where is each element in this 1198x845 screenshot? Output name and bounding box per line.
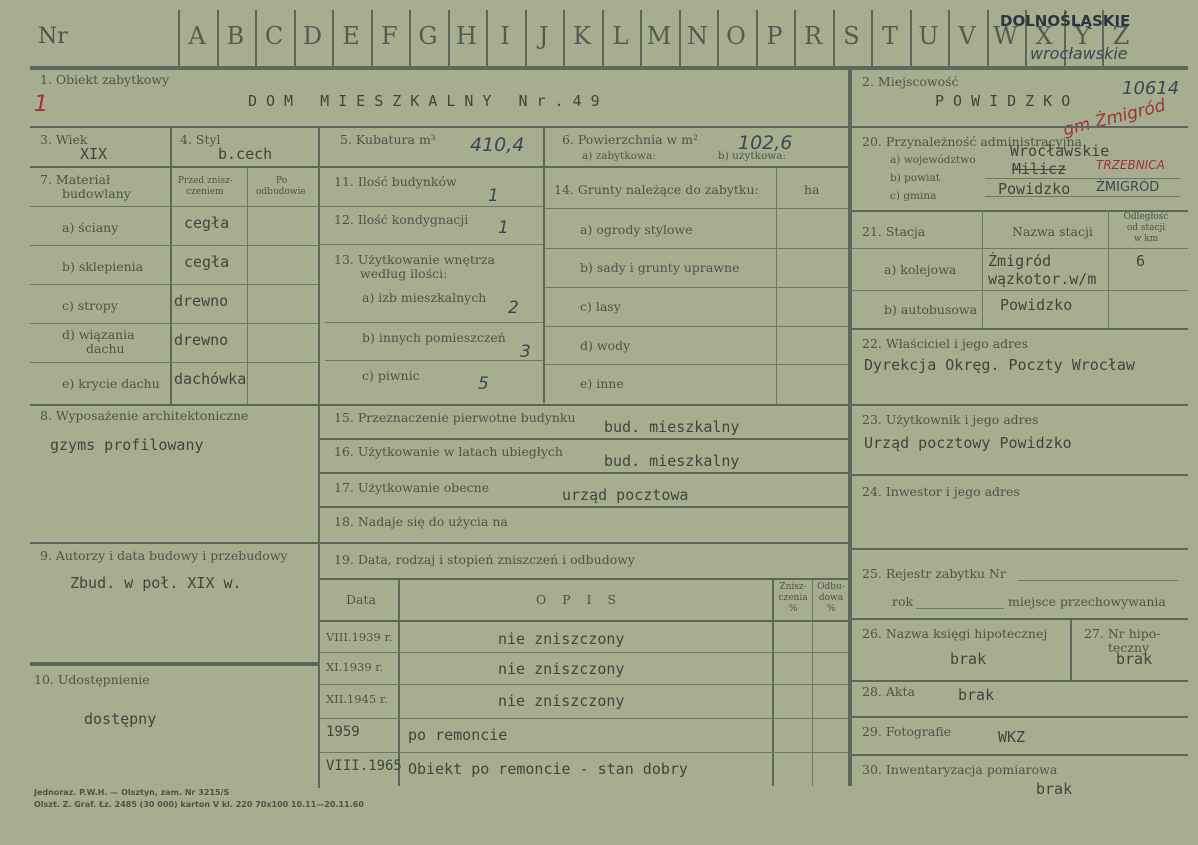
f19-col-zn-3: % [788, 604, 798, 614]
f20-b-value: Milicz [1012, 160, 1067, 178]
f15-value: bud. mieszkalny [604, 418, 740, 436]
f4-label: 4. Styl [180, 132, 221, 147]
f21-b-value: Powidzko [1000, 296, 1073, 314]
f19-col-od-3: % [826, 604, 836, 614]
f7-row-value: cegła [184, 253, 230, 271]
f12-label: 12. Ilość kondygnacji [334, 212, 469, 227]
f20-a: a) województwo [890, 154, 976, 166]
f13-a: a) izb mieszkalnych [362, 290, 487, 305]
letter-a: A [188, 22, 206, 50]
f27-label-2: teczny [1108, 640, 1150, 655]
f28-label: 28. Akta [862, 684, 915, 699]
f30-label: 30. Inwentaryzacja pomiarowa [862, 762, 1058, 777]
f9-value: Zbud. w poł. XIX w. [70, 574, 242, 592]
f7-row-label: d) wiązania [62, 327, 135, 342]
region-handwritten: wrocławskie [1030, 44, 1128, 63]
f10-label: 10. Udostępnienie [34, 672, 150, 687]
letter-s: S [843, 22, 860, 50]
f13-label-2: według ilości: [360, 266, 448, 281]
f7-row-label: c) stropy [62, 298, 118, 313]
f20-label: 20. Przynależność administracyjna [862, 134, 1082, 149]
letter-f: F [381, 22, 398, 50]
f21-label: 21. Stacja [862, 224, 926, 239]
f6-a: a) zabytkowa: [582, 150, 656, 162]
letter-z: Z [1112, 22, 1130, 50]
f14-row-label: e) inne [580, 376, 624, 391]
f19-row-date: VIII.1965 [326, 758, 402, 774]
f6-value: 102,6 [738, 132, 793, 154]
f19-row-date: 1959 [326, 724, 360, 740]
f20-b: b) powiat [890, 172, 941, 184]
f19-row-date: XI.1939 r. [326, 660, 384, 674]
f19-row-opis: nie zniszczony [498, 660, 625, 678]
f13-b-value: 3 [520, 342, 531, 362]
f7-row-value: drewno [174, 292, 229, 310]
f22-label: 22. Właściciel i jego adres [862, 336, 1028, 351]
f26-value: brak [950, 650, 987, 668]
f5-value: 410,4 [470, 134, 525, 156]
f17-value: urząd pocztowa [562, 486, 689, 504]
f7-row-value: dachówka [174, 370, 247, 388]
f3-label: 3. Wiek [40, 132, 88, 147]
f21-a: a) kolejowa [884, 262, 957, 277]
f2-value: POWIDZKO [935, 92, 1080, 110]
f26-label: 26. Nazwa księgi hipotecznej [862, 626, 1048, 641]
f20-c-value: Powidzko [998, 180, 1071, 198]
letter-w: W [993, 22, 1018, 50]
f21-col-dist-2: od stacji [1126, 223, 1166, 233]
nr-label: Nr [38, 24, 68, 49]
f2-label: 2. Miejscowość [862, 74, 959, 89]
letter-g: G [418, 22, 438, 50]
f25-label: 25. Rejestr zabytku Nr [862, 566, 1006, 581]
f13-label-1: 13. Użytkowanie wnętrza [334, 252, 495, 267]
f22-value: Dyrekcja Okręg. Poczty Wrocław [864, 356, 1135, 374]
f2-handwritten: gm Żmigród [1061, 95, 1168, 141]
f21-col-name: Nazwa stacji [1012, 224, 1093, 239]
letter-d: D [302, 22, 323, 50]
f21-a-distance: 6 [1136, 252, 1146, 270]
f29-label: 29. Fotografie [862, 724, 952, 739]
letter-u: U [918, 22, 939, 50]
f16-label: 16. Użytkowanie w latach ubiegłych [334, 444, 563, 459]
f7-row-label: a) ściany [62, 220, 119, 235]
f16-value: bud. mieszkalny [604, 452, 740, 470]
f1-mark: 1 [34, 92, 48, 117]
letter-k: K [573, 22, 591, 50]
letter-r: R [803, 22, 823, 50]
f14-unit: ha [804, 182, 820, 197]
f7-label-2: budowlany [62, 186, 131, 201]
f30-value: brak [1036, 780, 1073, 798]
f19-col-od-1: Odbu- [817, 582, 845, 592]
f19-col-date: Data [346, 592, 376, 607]
f19-row-opis: po remoncie [408, 726, 508, 744]
letter-b: B [226, 22, 245, 50]
f9-label: 9. Autorzy i data budowy i przebudowy [40, 548, 288, 563]
f25-rok: rok [892, 594, 914, 609]
f1-value: DOM MIESZKALNY Nr.49 [248, 92, 609, 110]
f25-miejsce: miejsce przechowywania [1008, 594, 1166, 609]
f20-a-value: Wrocławskie [1010, 142, 1110, 160]
letter-i: I [500, 22, 510, 50]
f17-label: 17. Użytkowanie obecne [334, 480, 490, 495]
f10-value: dostępny [84, 710, 157, 728]
f19-row-opis: nie zniszczony [498, 630, 625, 648]
letter-j: J [538, 22, 549, 50]
f7-row-label: b) sklepienia [62, 259, 144, 274]
f7-row-label-2: dachu [86, 341, 125, 356]
f19-row-date: VIII.1939 r. [326, 630, 393, 644]
f7-col-after-2: odbudowie [256, 187, 306, 197]
f21-a-value-2: wązkotor.w/m [988, 270, 1097, 288]
f7-col-before-1: Przed znisz- [178, 176, 233, 186]
f4-value: b.cech [218, 145, 273, 163]
letter-y: Y [1074, 22, 1091, 50]
f7-row-value: cegła [184, 214, 230, 232]
letter-x: X [1035, 22, 1053, 50]
f11-label: 11. Ilość budynków [334, 174, 457, 189]
f14-row-label: a) ogrody stylowe [580, 222, 693, 237]
f6-label: 6. Powierzchnia w m² [562, 132, 699, 147]
f1-label: 1. Obiekt zabytkowy [40, 72, 170, 87]
region-stamp: DOLNOŚLĄSKIE [1000, 12, 1131, 30]
f24-label: 24. Inwestor i jego adres [862, 484, 1020, 499]
f8-label: 8. Wyposażenie architektoniczne [40, 408, 249, 423]
f19-col-zn-2: czenia [778, 593, 808, 603]
f19-col-od-2: dowa [818, 593, 844, 603]
f21-col-dist-3: w km [1133, 234, 1159, 244]
f27-label-1: 27. Nr hipo- [1084, 626, 1161, 641]
f18-label: 18. Nadaje się do użycia na [334, 514, 508, 529]
letter-l: L [612, 22, 629, 50]
f27-value: brak [1116, 650, 1153, 668]
f29-value: WKZ [998, 728, 1026, 746]
f8-value: gzyms profilowany [50, 436, 204, 454]
f19-col-zn-1: Znisz- [779, 582, 807, 592]
letter-v: V [958, 22, 976, 50]
f13-a-value: 2 [508, 298, 519, 318]
letter-h: H [456, 22, 477, 50]
f19-label: 19. Data, rodzaj i stopień zniszczeń i odbudowy [334, 552, 635, 567]
f7-col-after-1: Po [276, 176, 288, 186]
footer-line-1: Jednoraz. P.W.H. — Olsztyn, zam. Nr 3215/S [34, 788, 230, 797]
f28-value: brak [958, 686, 995, 704]
f19-row-opis: nie zniszczony [498, 692, 625, 710]
f14-row-label: d) wody [580, 338, 631, 353]
f23-value: Urząd pocztowy Powidzko [864, 434, 1072, 452]
f20-b-handwritten: TRZEBNICA [1096, 158, 1165, 172]
letter-e: E [342, 22, 360, 50]
f6-b: b) użytkowa: [718, 150, 787, 162]
f14-label: 14. Grunty należące do zabytku: [554, 182, 759, 197]
f3-value: XIX [80, 145, 108, 163]
f13-c: c) piwnic [362, 368, 420, 383]
f21-b: b) autobusowa [884, 302, 978, 317]
footer-line-2: Olszt. Z. Graf. Łz. 2485 (30 000) karton V kl. 220 70x100 10.11—20.11.60 [34, 800, 364, 809]
f7-row-label: e) krycie dachu [62, 376, 160, 391]
letter-m: M [646, 22, 672, 50]
f13-c-value: 5 [478, 374, 489, 394]
f19-col-opis: O P I S [536, 592, 623, 607]
f14-row-label: b) sady i grunty uprawne [580, 260, 740, 275]
f15-label: 15. Przeznaczenie pierwotne budynku [334, 410, 576, 425]
f14-row-label: c) lasy [580, 299, 621, 314]
letter-n: N [687, 22, 708, 50]
f19-row-date: XII.1945 r. [326, 692, 388, 706]
f13-b: b) innych pomieszczeń [362, 330, 506, 345]
f5-label: 5. Kubatura m³ [340, 132, 436, 147]
f20-c: c) gmina [890, 190, 937, 202]
f11-value: 1 [488, 186, 499, 206]
f2-number: 10614 [1122, 78, 1180, 99]
f19-row-opis: Obiekt po remoncie - stan dobry [408, 760, 688, 778]
letter-p: P [766, 22, 783, 50]
f12-value: 1 [498, 218, 509, 238]
letter-o: O [726, 22, 746, 50]
f7-row-value: drewno [174, 331, 229, 349]
f23-label: 23. Użytkownik i jego adres [862, 412, 1039, 427]
f7-label-1: 7. Materiał [40, 172, 111, 187]
letter-t: T [881, 22, 898, 50]
f20-c-handwritten: ŻMIGRÓD [1096, 180, 1160, 195]
f21-col-dist-1: Odległość [1123, 212, 1169, 222]
f21-a-value-1: Żmigród [988, 252, 1052, 270]
letter-c: C [264, 22, 284, 50]
f7-col-before-2: czeniem [186, 187, 224, 197]
